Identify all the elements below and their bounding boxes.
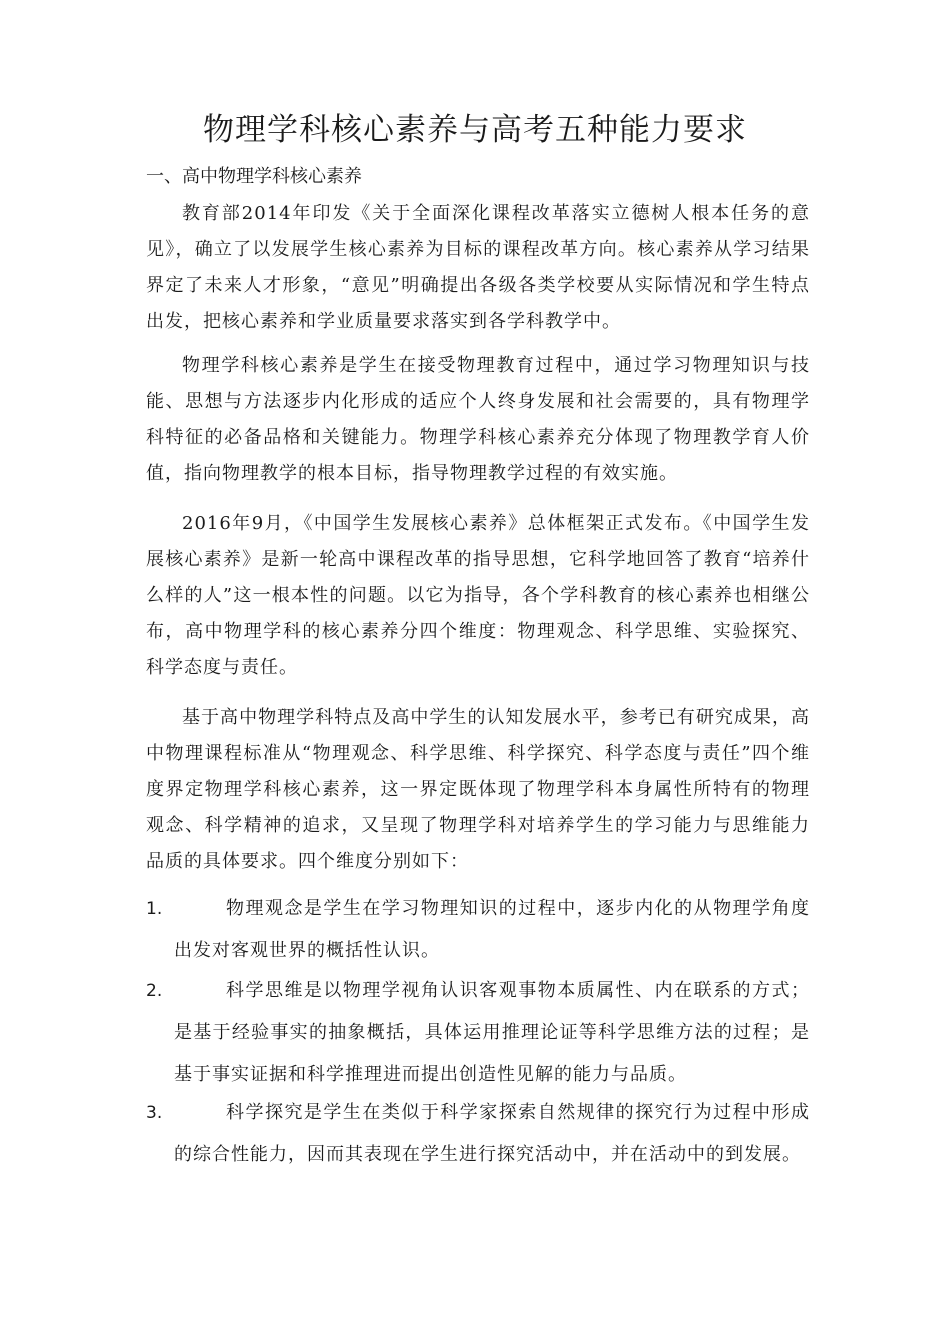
list-number: 1.: [146, 899, 163, 919]
list-number: 2.: [146, 981, 163, 1001]
list-text: 物理观念是学生在学习物理知识的过程中，逐步内化的从物理学角度出发对客观世界的概括性认识。: [174, 898, 810, 961]
list-item: [146, 888, 810, 972]
section-heading: 一、高中物理学科核心素养: [146, 166, 362, 187]
list-item: [146, 970, 810, 1096]
list-text: 科学探究是学生在类似于科学家探索自然规律的探究行为过程中形成的综合性能力，因而其表现在学生进行探究活动中，并在活动中的到发展。: [174, 1102, 810, 1165]
document-title: 物理学科核心素养与高考五种能力要求: [203, 112, 747, 148]
list-item: [146, 1092, 810, 1176]
list-text: 科学思维是以物理学视角认识客观事物本质属性、内在联系的方式；是基于经验事实的抽象概括，具体运用推理论证等科学思维方法的过程；是基于事实证据和科学推理进而提出创造性见解的能力与品质。: [174, 980, 810, 1085]
paragraph: 物理学科核心素养是学生在接受物理教育过程中，通过学习物理知识与技能、思想与方法逐步内化形成的适应个人终身发展和社会需要的，具有物理学科特征的必备品格和关键能力。物理学科核心素养充分体现了物理教学育人价值，指向物理教学的根本目标，指导物理教学过程的有效实施。: [146, 355, 810, 484]
paragraph: 2016年9月，《中国学生发展核心素养》总体框架正式发布。《中国学生发展核心素养》是新一轮高中课程改革的指导思想，它科学地回答了教育“培养什么样的人”这一根本性的问题。以它为指导，各个学科教育的核心素养也相继公布，高中物理学科的核心素养分四个维度：物理观念、科学思维、实验探究、科学态度与责任。: [146, 513, 810, 678]
paragraph: 基于高中物理学科特点及高中学生的认知发展水平，参考已有研究成果，高中物理课程标准从“物理观念、科学思维、科学探究、科学态度与责任”四个维度界定物理学科核心素养，这一界定既体现了物理学科本身属性所特有的物理观念、科学精神的追求，又呈现了物理学科对培养学生的学习能力与思维能力品质的具体要求。四个维度分别如下：: [146, 707, 810, 872]
list-number: 3.: [146, 1103, 163, 1123]
paragraph: 教育部2014年印发《关于全面深化课程改革落实立德树人根本任务的意见》，确立了以发展学生核心素养为目标的课程改革方向。核心素养从学习结果界定了未来人才形象，“意见”明确提出各级各类学校要从实际情况和学生特点出发，把核心素养和学业质量要求落实到各学科教学中。: [146, 203, 810, 332]
